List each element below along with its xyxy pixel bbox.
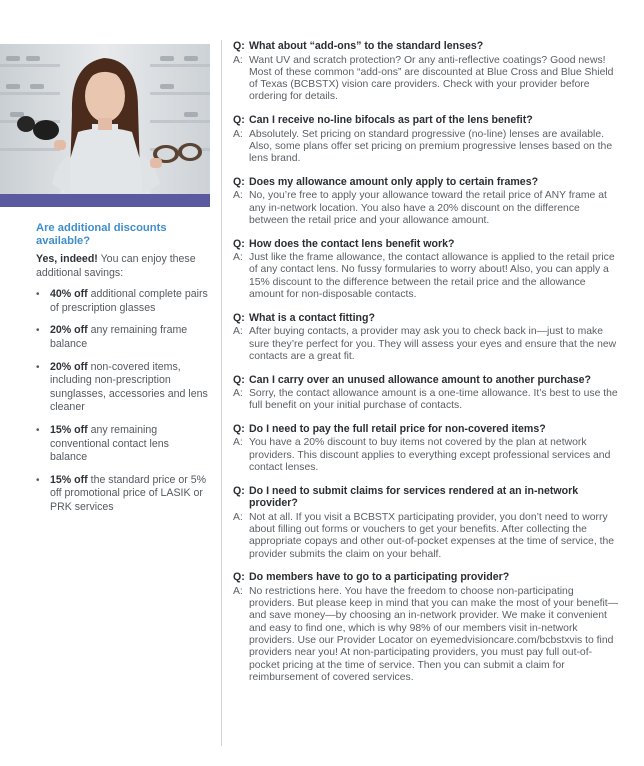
faq-answer [233,437,621,474]
question-text: What is a contact fitting? [249,311,375,324]
intro-text: You can enjoy these additional savings: [36,253,196,279]
answer-text: Want UV and scratch protection? Or any anti-reflective coatings? Good news! Most of these common “add-ons” are discounted at Blue Cross and Blue Shield of Texas (BCBSTX) vision care providers. Check with your provider before ordering for details. [249,54,614,103]
answer-text: After buying contacts, a provider may ask you to check back in—just to make sure they’re perfect for you. They will assess your eyes and ensure that the new contacts are a great fit. [249,326,617,362]
bullet-icon: • [36,361,40,373]
answer-label: A: [233,252,243,264]
discount-amount: 15% off [50,473,88,486]
question-label: Q: [233,175,245,188]
faq-item [233,114,621,165]
faq-section [233,40,621,695]
column-divider [221,40,222,746]
faq-answer [233,55,621,104]
discount-item [36,324,208,351]
question-text: How does the contact lens benefit work? [249,237,455,250]
discount-item [36,361,208,415]
answer-text: Sorry, the contact allowance amount is a one-time allowance. It’s best to use the full benefit on your initial purchase of contacts. [249,388,618,412]
faq-question [233,176,621,189]
faq-answer [233,512,621,561]
faq-question [233,571,621,584]
answer-text: No restrictions here. You have the freedom to choose non-participating providers. But please keep in mind that you can make the most of your benefit—and save money—by choosing an in-network provider. We make it convenient and easy to find one, which is why 98% of our members visit in-network providers. Use our Provider Locator on eyemedvisioncare.com/bcbstxvis to find providers near you! At non-participating providers, you must pay full out-of-pocket pricing at the time of service. Then you can submit a claim for reimbursement of covered services. [249,585,619,683]
answer-label: A: [233,437,243,449]
faq-question [233,40,621,53]
answer-text: Not at all. If you visit a BCBSTX participating provider, you don’t need to worry about filling out forms or vouchers to get your benefits. After collecting the appropriate copays and other out-of-pocket expenses at the time of service, the provider submits the claim on your behalf. [249,511,615,560]
faq-item [233,374,621,413]
discount-description: any remaining frame balance [50,324,188,350]
discount-amount: 15% off [50,423,88,436]
question-text: Can I receive no-line bifocals as part of the lens benefit? [249,114,533,127]
question-label: Q: [233,237,245,250]
faq-item [233,312,621,363]
answer-label: A: [233,388,243,399]
faq-question [233,114,621,127]
question-label: Q: [233,114,245,127]
intro-bold: Yes, indeed! [36,253,98,265]
question-label: Q: [233,373,245,386]
question-text: Can I carry over an unused allowance amount to another purchase? [249,373,592,386]
answer-label: A: [233,128,243,140]
sidebar-heading: Are additional discounts available? [36,222,167,247]
faq-item [233,571,621,684]
faq-question [233,312,621,325]
answer-label: A: [233,511,243,523]
question-label: Q: [233,40,245,52]
faq-answer [233,190,621,227]
answer-label: A: [233,54,243,66]
discount-description: the standard price or 5% off promotional price of LASIK or PRK services [50,473,207,513]
faq-question [233,238,621,251]
faq-item [233,423,621,474]
question-label: Q: [233,571,245,584]
faq-question [233,423,621,436]
question-text: What about “add-ons” to the standard lenses? [249,40,484,52]
question-text: Does my allowance amount only apply to certain frames? [249,175,539,188]
bullet-icon: • [36,325,40,337]
woman-holding-glasses-illustration [0,44,210,194]
discounts-sidebar [36,222,208,524]
question-label: Q: [233,484,245,497]
discount-item [36,474,208,515]
question-label: Q: [233,311,245,324]
answer-text: Absolutely. Set pricing on standard progressive (no-line) lenses are available. Also, some plans offer set pricing on premium progressive lenses based on the lens brand. [249,128,613,165]
answer-label: A: [233,585,243,597]
faq-answer [233,252,621,301]
discount-item [36,288,208,315]
bullet-icon: • [36,474,40,486]
answer-text: Just like the frame allowance, the contact allowance is applied to the retail price of any contact lens. No fussy formularies to worry about! Also, you can apply a 15% discount to the difference between the retail price and the allowance amount for non-disposable contacts. [249,252,615,301]
faq-question [233,374,621,387]
bullet-icon: • [36,424,40,436]
faq-item [233,238,621,302]
faq-answer [233,129,621,166]
bullet-icon: • [36,289,40,301]
faq-answer [233,326,621,363]
faq-item [233,176,621,227]
discount-amount: 40% off [50,288,88,301]
answer-label: A: [233,326,243,338]
discount-amount: 20% off [50,360,88,373]
discount-description: non-covered items, including non-prescription sunglasses, accessories and lens cleaner [50,360,208,414]
discount-list [36,288,208,514]
answer-label: A: [233,190,243,202]
faq-item [233,485,621,561]
photo-accent-bar [0,194,210,207]
sidebar-intro [36,253,208,280]
answer-text: You have a 20% discount to buy items not covered by the plan at network providers. This discount applies to everything except professional services and contact lenses. [249,437,611,474]
faq-question [233,485,621,510]
hero-photo [0,44,210,194]
question-text: Do I need to pay the full retail price for non-covered items? [249,422,546,435]
question-text: Do I need to submit claims for services rendered at an in-network provider? [249,484,579,510]
question-text: Do members have to go to a participating provider? [249,571,510,584]
discount-amount: 20% off [50,324,88,337]
faq-answer [233,586,621,684]
faq-item [233,40,621,104]
question-label: Q: [233,422,245,435]
faq-answer [233,388,621,413]
discount-description: any remaining conventional contact lens balance [50,423,169,464]
discount-item [36,424,208,465]
answer-text: No, you’re free to apply your allowance toward the retail price of ANY frame at any in-network location. You also have a 20% discount on the difference between the retail price and your allowance amount. [249,190,607,226]
discount-description: additional complete pairs of prescription glasses [50,288,208,314]
